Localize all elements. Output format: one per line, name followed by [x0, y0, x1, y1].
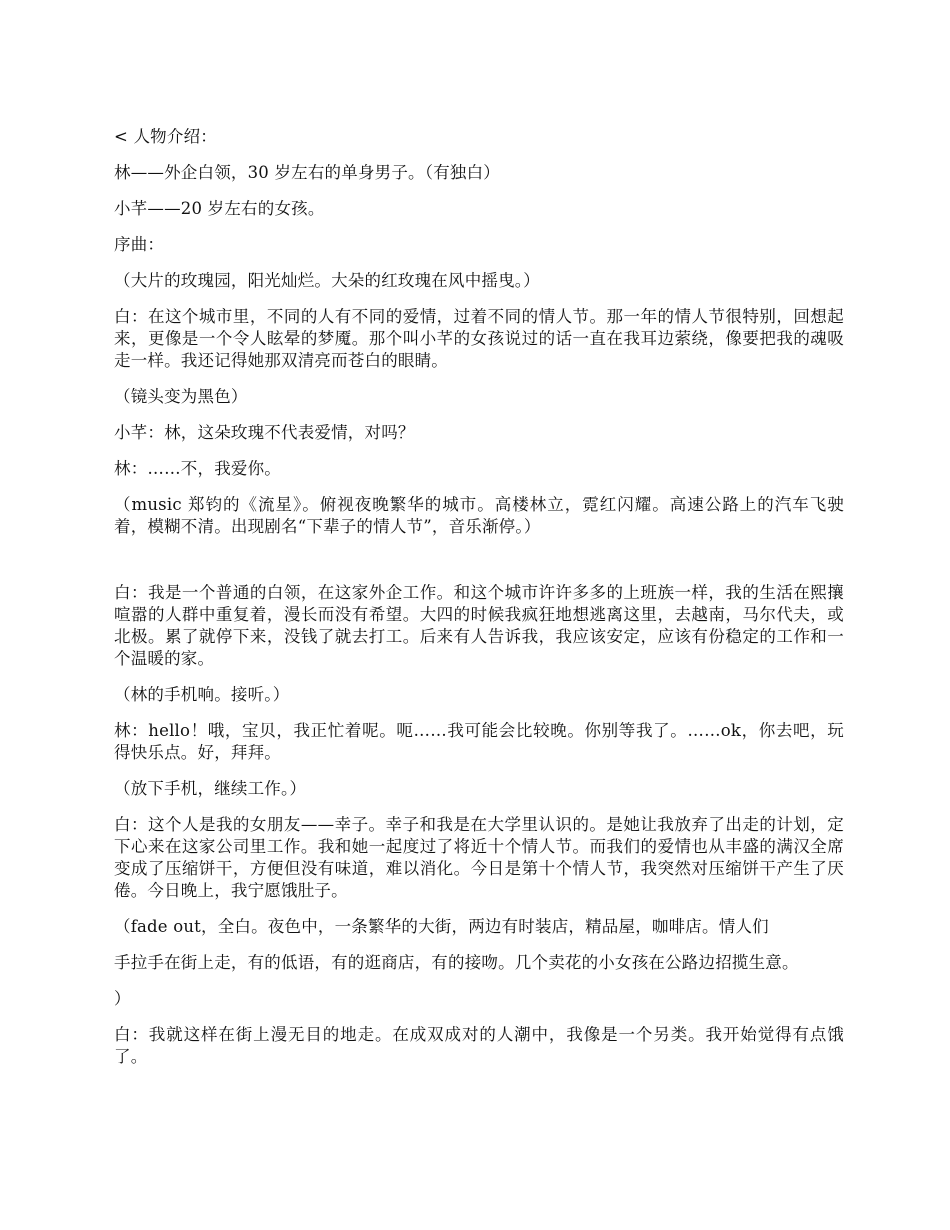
dialogue-line: 小芊：林，这朵玫瑰不代表爱情，对吗？: [114, 423, 415, 442]
monologue: 白：我就这样在街上漫无目的地走。在成双成对的人潮中，我像是一个另类。我开始觉得有点饿了。: [114, 1025, 844, 1066]
monologue: 白：这个人是我的女朋友——幸子。幸子和我是在大学里认识的。是她让我放弃了出走的计划，定下心来在这家公司里工作。我和她一起度过了将近十个情人节。而我们的爱情也从丰盛的满汉全席变成了压缩饼干，方便但没有味道，难以消化。今日是第十个情人节，我突然对压缩饼干产生了厌倦。今日晚上，我宁愿饿肚子。: [114, 815, 844, 900]
stage-direction: （fade out，全白。夜色中，一条繁华的大街，两边有时装店，精品屋，咖啡店。情人们: [114, 917, 769, 936]
stage-direction: （放下手机，继续工作。）: [114, 779, 307, 798]
stage-direction: 手拉手在街上走，有的低语，有的逛商店，有的接吻。几个卖花的小女孩在公路边招揽生意。: [114, 953, 799, 972]
cast-xiaoqian: 小芊——20 岁左右的女孩。: [114, 199, 325, 218]
prelude-heading: 序曲：: [114, 235, 165, 254]
stage-direction: （music 郑钧的《流星》。俯视夜晚繁华的城市。高楼林立，霓红闪耀。高速公路上的汽车飞驶着，模糊不清。出现剧名“下辈子的情人节”，音乐渐停。）: [114, 495, 844, 536]
dialogue-line: 林：……不，我爱你。: [114, 459, 281, 478]
dialogue-line: 林：hello！哦，宝贝，我正忙着呢。呃……我可能会比较晚。你别等我了。……ok，你去吧，玩得快乐点。好，拜拜。: [114, 721, 844, 762]
cast-lin: 林——外企白领，30 岁左右的单身男子。（有独白）: [114, 163, 500, 182]
cast-heading: < 人物介绍：: [114, 127, 217, 146]
stage-direction: （林的手机响。接听。）: [114, 685, 290, 704]
stage-direction-close: ）: [114, 989, 131, 1008]
stage-direction: （大片的玫瑰园，阳光灿烂。大朵的红玫瑰在风中摇曳。）: [114, 271, 540, 290]
stage-direction: （镜头变为黑色）: [114, 387, 248, 406]
monologue: 白：我是一个普通的白领，在这家外企工作。和这个城市许许多多的上班族一样，我的生活在熙攘喧嚣的人群中重复着，漫长而没有希望。大四的时候我疯狂地想逃离这里，去越南，马尔代夫，或北极。累了就停下来，没钱了就去打工。后来有人告诉我，我应该安定，应该有份稳定的工作和一个温暖的家。: [114, 583, 844, 668]
monologue: 白：在这个城市里，不同的人有不同的爱情，过着不同的情人节。那一年的情人节很特别，回想起来，更像是一个令人眩晕的梦魇。那个叫小芊的女孩说过的话一直在我耳边萦绕，像要把我的魂吸走一样。我还记得她那双清亮而苍白的眼睛。: [114, 307, 844, 370]
document-page: [114, 126, 844, 1082]
